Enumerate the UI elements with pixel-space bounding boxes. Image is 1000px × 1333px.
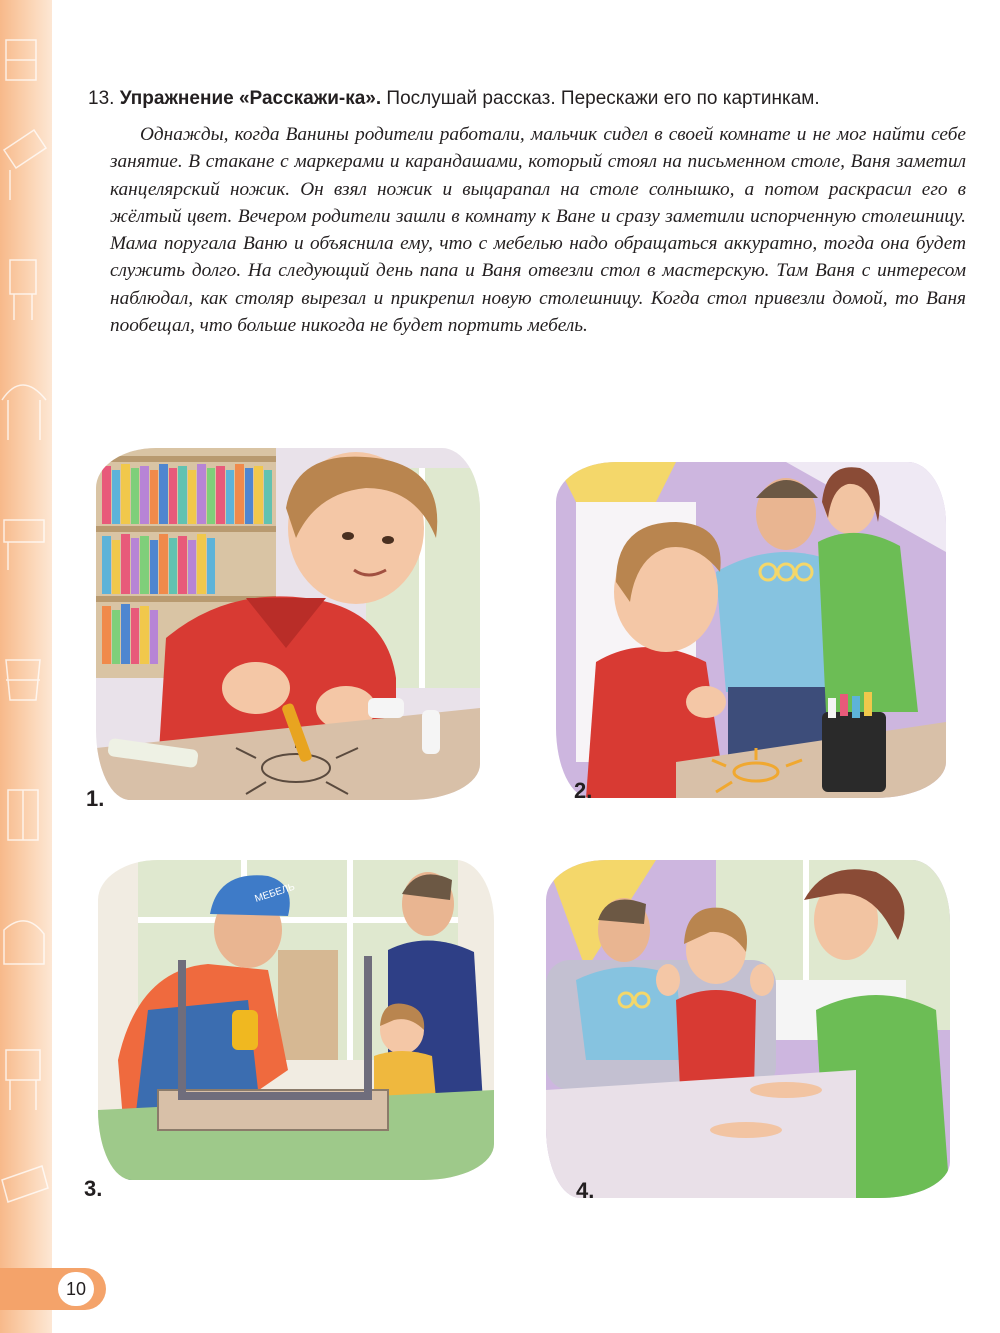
exercise-number: 13. xyxy=(88,88,115,109)
panel-number-4: 4. xyxy=(576,1178,595,1203)
marker-cup xyxy=(822,712,886,792)
panel-number-3: 3. xyxy=(84,1176,103,1201)
exercise-title: Упражнение «Расскажи-ка». xyxy=(119,88,382,109)
furniture-sketch-pattern xyxy=(0,0,52,1333)
illustration-panel-4 xyxy=(546,860,950,1198)
drill xyxy=(232,1010,258,1050)
left-margin-decoration xyxy=(0,0,52,1333)
page-number: 10 xyxy=(58,1272,94,1306)
illustration-panel-2 xyxy=(556,462,946,798)
panel-number-2: 2. xyxy=(574,778,593,803)
panel-number-1: 1. xyxy=(86,786,105,811)
cap-logo-text: МЕБЕЛЬ xyxy=(253,881,297,905)
story-text: Однажды, когда Ванины родители работали, мальчик сидел в своей комнате и не мог найти себе занятие. В стакане с маркерами и карандашами, который стоял на письменном столе, Ваня заметил канцелярский ножик. Он взял ножик и выцарапал на столе солнышко, а потом раскрасил его в жёлтый цвет. Вечером родители зашли в комнату к Ване и сразу заметили испорченную столешницу. Мама поругала Ваню и объяснила ему, что с мебелью надо обращаться аккуратно, тогда она будет служить долго. На следующий день папа и Ваня отвезли стол в мастерскую. Там Ваня с интересом наблюдал, как столяр вырезал и прикрепил новую столешницу. Когда стол привезли домой, то Ваня пообещал, что больше никогда не будет портить мебель. xyxy=(110,124,966,337)
exercise-heading xyxy=(88,86,968,112)
illustration-panel-1 xyxy=(96,448,480,800)
illustration-panel-3 xyxy=(98,860,494,1180)
exercise-instruction: Послушай рассказ. Перескажи его по картинкам. xyxy=(386,88,820,109)
